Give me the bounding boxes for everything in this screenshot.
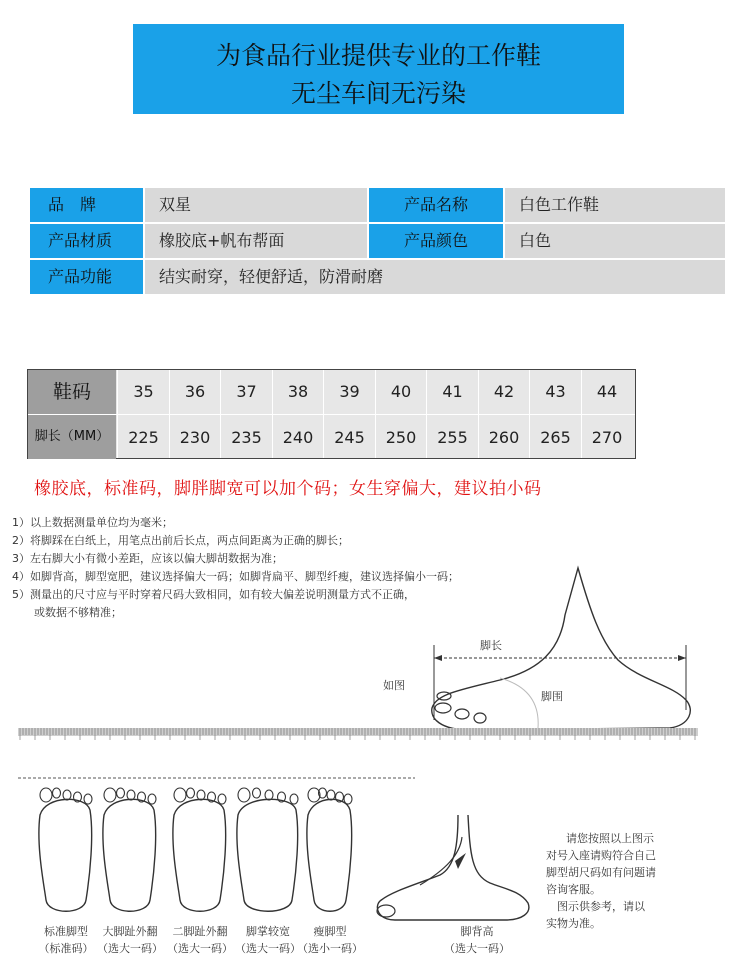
side-note-line: 图示供参考，请以 bbox=[546, 900, 645, 913]
toe-shape bbox=[265, 790, 273, 800]
side-note-line: 请您按照以上图示 bbox=[566, 832, 654, 845]
banner-subtitle: 无尘车间无污染 bbox=[290, 79, 466, 108]
toe-shape bbox=[435, 703, 451, 713]
instruction-2: 2）将脚踩在白纸上，用笔点出前后长点，两点间距离为正确的脚长； bbox=[12, 534, 349, 547]
toe-shape bbox=[474, 713, 486, 723]
size-cell: 41 bbox=[442, 382, 463, 401]
size-cell: 35 bbox=[133, 382, 154, 401]
toe-shape bbox=[290, 794, 298, 804]
color-value: 白色 bbox=[505, 224, 725, 258]
size-table bbox=[27, 369, 636, 459]
toe-shape bbox=[117, 788, 125, 798]
foot-length-label: 脚长 bbox=[480, 639, 502, 652]
length-cell: 225 bbox=[128, 428, 159, 447]
length-cell: 255 bbox=[437, 428, 468, 447]
foot-type-sketch bbox=[307, 799, 352, 911]
size-advice-note: 橡胶底，标准码，脚胖脚宽可以加个码；女生穿偏大，建议拍小码 bbox=[34, 479, 542, 499]
toe-shape bbox=[148, 794, 156, 804]
foot-type-advice: （选大一码） bbox=[167, 942, 233, 955]
toe-shape bbox=[455, 709, 469, 719]
toe-shape bbox=[308, 788, 320, 802]
function-label: 产品功能 bbox=[30, 260, 143, 294]
toe-shape bbox=[174, 788, 186, 802]
toe-shape bbox=[327, 790, 335, 800]
toe-shape bbox=[84, 794, 92, 804]
foot-type-name: 标准脚型 bbox=[44, 925, 88, 938]
toe-shape bbox=[40, 788, 52, 802]
size-header: 鞋码 bbox=[28, 370, 116, 414]
example-label: 如图 bbox=[383, 679, 405, 692]
color-label: 产品颜色 bbox=[369, 224, 503, 258]
foot-type-sketch bbox=[39, 799, 92, 911]
instruction-6: 或数据不够精准； bbox=[12, 606, 122, 619]
side-note-line: 实物为准。 bbox=[546, 917, 601, 930]
high-instep-advice: （选大一码） bbox=[444, 942, 510, 955]
size-cell: 36 bbox=[184, 382, 206, 401]
side-note-line: 脚型胡尺码如有问题请 bbox=[546, 866, 656, 879]
banner bbox=[133, 24, 624, 114]
material-label: 产品材质 bbox=[30, 224, 143, 258]
toe-shape bbox=[187, 788, 195, 798]
toe-shape bbox=[53, 788, 61, 798]
length-cell: 235 bbox=[231, 428, 262, 447]
toe-shape bbox=[253, 788, 261, 798]
toe-shape bbox=[238, 788, 250, 802]
foot-type-name: 大脚趾外翻 bbox=[102, 925, 158, 938]
foot-type-advice: （选大一码） bbox=[97, 942, 163, 955]
brand-value: 双星 bbox=[145, 188, 367, 222]
instep-arrow-icon bbox=[455, 853, 466, 869]
foot-type-sketch bbox=[103, 799, 156, 911]
banner-title: 为食品行业提供专业的工作鞋 bbox=[215, 41, 541, 70]
foot-type-advice: （选小一码） bbox=[297, 942, 363, 955]
size-cell: 39 bbox=[339, 382, 360, 401]
foot-measure-diagram bbox=[0, 560, 750, 760]
toe-shape bbox=[63, 790, 71, 800]
girth-curve bbox=[500, 678, 538, 728]
high-instep-foot bbox=[377, 815, 529, 920]
foot-outline bbox=[432, 568, 691, 730]
product-name-value: 白色工作鞋 bbox=[505, 188, 725, 222]
size-cell: 43 bbox=[545, 382, 566, 401]
foot-type-advice: （标准码） bbox=[38, 942, 94, 955]
side-note-line: 咨询客服。 bbox=[546, 883, 601, 896]
toe-shape bbox=[344, 794, 352, 804]
girth-label: 脚围 bbox=[541, 690, 563, 703]
size-cell: 38 bbox=[287, 382, 309, 401]
side-note-line: 对号入座请购符合自己 bbox=[546, 849, 656, 862]
toe-shape bbox=[104, 788, 116, 802]
size-cell: 44 bbox=[596, 382, 618, 401]
foot-type-advice: （选大一码） bbox=[235, 942, 301, 955]
instruction-4: 4）如脚背高，脚型宽肥，建议选择偏大一码；如脚背扁平、脚型纤瘦，建议选择偏小一码； bbox=[12, 570, 459, 583]
instruction-5: 5）测量出的尺寸应与平时穿着尺码大致相同，如有较大偏差说明测量方式不正确， bbox=[12, 588, 415, 601]
foot-type-sketch bbox=[237, 799, 298, 911]
length-cell: 245 bbox=[334, 428, 365, 447]
foot-type-name: 脚掌较宽 bbox=[246, 925, 290, 938]
foot-length-header: 脚长（MM） bbox=[28, 415, 116, 459]
high-instep-name: 脚背高 bbox=[460, 925, 494, 938]
size-cell: 40 bbox=[390, 382, 412, 401]
length-cell: 270 bbox=[591, 428, 623, 447]
length-cell: 260 bbox=[488, 428, 520, 447]
foot-type-name: 二脚趾外翻 bbox=[172, 925, 228, 938]
toe-shape bbox=[127, 790, 135, 800]
size-cell: 37 bbox=[236, 382, 257, 401]
toe-shape bbox=[197, 790, 205, 800]
length-cell: 265 bbox=[540, 428, 571, 447]
foot-type-illustrations bbox=[0, 775, 540, 925]
instruction-1: 1）以上数据测量单位均为毫米； bbox=[12, 516, 173, 529]
length-cell: 240 bbox=[282, 428, 314, 447]
function-value: 结实耐穿，轻便舒适，防滑耐磨 bbox=[145, 260, 725, 294]
foot-type-name: 瘦脚型 bbox=[313, 925, 347, 938]
material-value: 橡胶底+帆布帮面 bbox=[145, 224, 367, 258]
length-cell: 250 bbox=[385, 428, 417, 447]
instruction-3: 3）左右脚大小有微小差距，应该以偏大脚胡数据为准； bbox=[12, 552, 283, 565]
size-cell: 42 bbox=[493, 382, 515, 401]
product-name-label: 产品名称 bbox=[369, 188, 503, 222]
foot-type-sketch bbox=[173, 799, 226, 911]
length-cell: 230 bbox=[179, 428, 211, 447]
brand-label: 品 牌 bbox=[30, 188, 143, 222]
toe-shape bbox=[218, 794, 226, 804]
